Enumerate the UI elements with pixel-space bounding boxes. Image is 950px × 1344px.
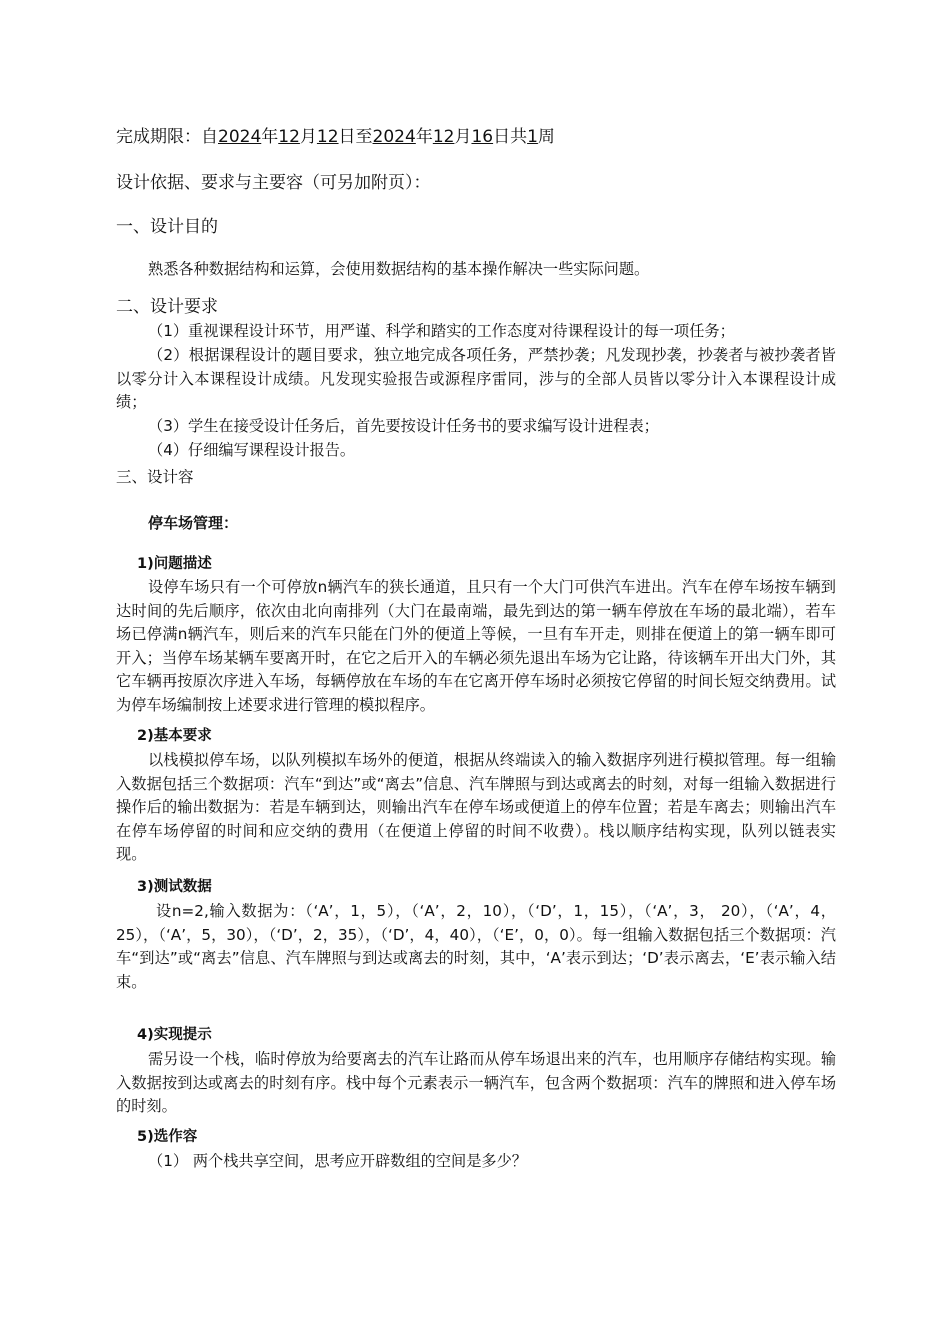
unit-year: 年	[261, 127, 279, 147]
sub5-heading: 5)选作容	[137, 1129, 198, 1145]
sub4-body: 需另设一个栈，临时停放为给要离去的汽车让路而从停车场退出来的汽车，也用顺序存储结构实现。输入数据按到达或离去的时刻有序。栈中每个元素表示一辆汽车，包含两个数据项：汽车的牌照和进入停车场的时刻。	[116, 1050, 836, 1116]
sub5-item: （1） 两个栈共享空间，思考应开辟数组的空间是多少？	[148, 1152, 527, 1170]
basis-heading: 设计依据、要求与主要容（可另加附页）：	[116, 173, 431, 193]
sub4-heading: 4)实现提示	[137, 1027, 212, 1043]
deadline-label: 完成期限：自	[116, 127, 218, 147]
end-day: 16	[471, 127, 494, 147]
section3-heading: 三、设计容	[116, 468, 194, 486]
requirement-item-4: （4）仔细编写课程设计报告。	[148, 441, 356, 459]
start-year: 2024	[218, 127, 262, 147]
section2-heading: 二、设计要求	[116, 297, 218, 317]
weeks-count: 1	[527, 127, 538, 147]
sub1-body: 设停车场只有一个可停放n辆汽车的狭长通道，且只有一个大门可供汽车进出。汽车在停车场按车辆到达时间的先后顺序，依次由北向南排列（大门在最南端，最先到达的第一辆车停放在车场的最北端），若车场已停满n辆汽车，则后来的汽车只能在门外的便道上等候，一旦有车开走，则排在便道上的第一辆车即可开入；当停车场某辆车要离开时，在它之后开入的车辆必须先退出车场为它让路，待该辆车开出大门外，其它车辆再按原次序进入车场，每辆停放在车场的车在它离开停车场时必须按它停留的时间长短交纳费用。试为停车场编制按上述要求进行管理的模拟程序。	[116, 578, 836, 714]
start-month: 12	[278, 127, 300, 147]
sub1-heading: 1)问题描述	[137, 556, 212, 572]
section1-heading: 一、设计目的	[116, 217, 218, 237]
sub2-body: 以栈模拟停车场，以队列模拟车场外的便道，根据从终端读入的输入数据序列进行模拟管理。每一组输入数据包括三个数据项：汽车“到达”或“离去”信息、汽车牌照与到达或离去的时刻，对每一组输入数据进行操作后的输出数据为：若是车辆到达，则输出汽车在停车场或便道上的停车位置；若是车离去；则输出汽车在停车场停留的时间和应交纳的费用（在便道上停留的时间不收费）。栈以顺序结构实现，队列以链表实现。	[116, 751, 836, 864]
unit-month: 月	[299, 127, 317, 147]
section1-body: 熟悉各种数据结构和运算，会使用数据结构的基本操作解决一些实际问题。	[148, 260, 650, 278]
requirement-item-1: （1）重视课程设计环节，用严谨、科学和踏实的工作态度对待课程设计的每一项任务；	[148, 322, 735, 340]
unit-day-total: 日共	[493, 127, 528, 147]
deadline-line	[116, 126, 555, 148]
requirement-item-2: （2）根据课程设计的题目要求，独立地完成各项任务，严禁抄袭；凡发现抄袭，抄袭者与被抄袭者皆以零分计入本课程设计成绩。凡发现实验报告或源程序雷同，涉与的全部人员皆以零分计入本课程设计成绩；	[116, 346, 836, 412]
sub3-body: 设n=2,输入数据为：（‘A’，1，5），（‘A’，2，10），（‘D’，1，15），（‘A’，3， 20），（‘A’，4，25），（‘A’，5，30），（‘D’，2，35），（‘D’，4，40），（‘E’，0，0）。每一组输入数据包括三个数据项：汽车“到达”或“离去”信息、汽车牌照与到达或离去的时刻，其中，‘A’表示到达；‘D’表示离去，‘E’表示输入结束。	[116, 902, 836, 991]
unit-year: 年	[415, 127, 433, 147]
start-day: 12	[316, 127, 339, 147]
unit-month: 月	[454, 127, 472, 147]
end-month: 12	[432, 127, 455, 147]
sub3-heading: 3)测试数据	[137, 879, 212, 895]
unit-day-to: 日至	[338, 127, 373, 147]
sub2-heading: 2)基本要求	[137, 728, 212, 744]
topic-title: 停车场管理：	[148, 514, 239, 532]
unit-week: 周	[537, 127, 555, 147]
end-year: 2024	[372, 127, 416, 147]
requirement-item-3: （3）学生在接受设计任务后，首先要按设计任务书的要求编写设计进程表；	[148, 417, 659, 435]
